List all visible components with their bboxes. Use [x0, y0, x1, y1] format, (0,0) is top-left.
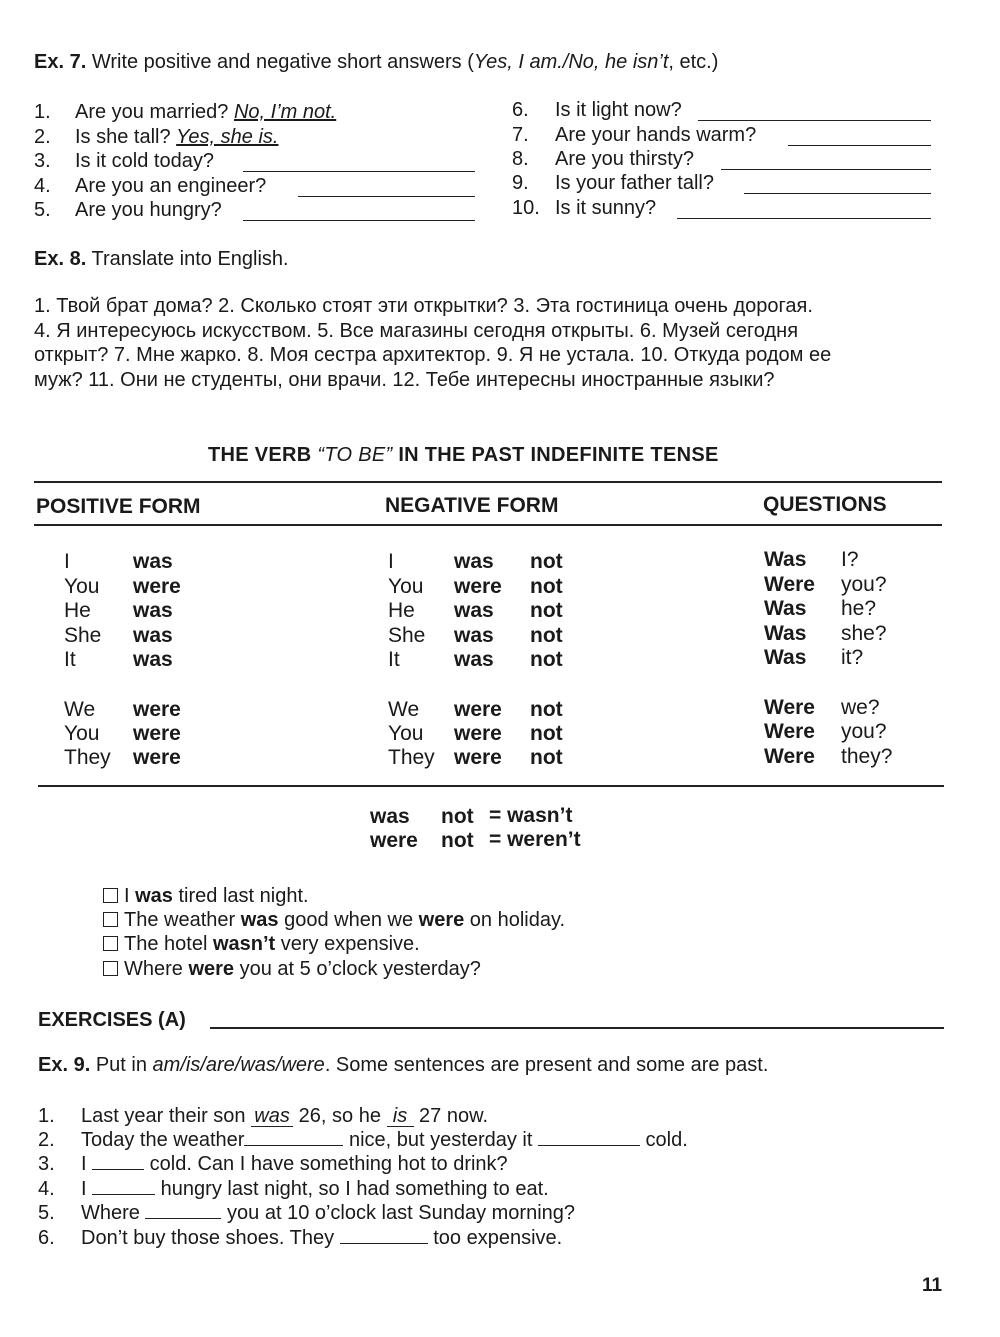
example-verb: were	[188, 958, 235, 980]
item-number: 2.	[38, 1129, 55, 1151]
negative-verb: was	[454, 599, 494, 622]
item-number: 1.	[38, 1105, 55, 1127]
ex9-item-2	[38, 1129, 688, 1152]
contraction-result: = wasn’t	[489, 804, 573, 827]
negative-verb: was	[454, 550, 494, 573]
item-question: Is your father tall?	[555, 172, 714, 194]
question-pronoun: they?	[841, 745, 893, 768]
positive-verb: were	[133, 575, 181, 598]
positive-pronoun: You	[64, 722, 100, 745]
ex9-item-4	[38, 1178, 549, 1201]
item-text: Last year their son	[81, 1105, 252, 1127]
checkbox-icon	[103, 912, 118, 927]
grammar-title	[208, 444, 719, 467]
answer-blank[interactable]	[145, 1218, 221, 1219]
item-number: 5.	[38, 1202, 55, 1224]
contraction-was: was	[370, 805, 410, 828]
example-text: you at 5 o’clock yesterday?	[234, 958, 481, 980]
filled-answer[interactable]: is	[387, 1106, 414, 1127]
example-text: I	[124, 885, 136, 907]
question-pronoun: she?	[841, 622, 887, 645]
negative-verb: were	[454, 722, 502, 745]
item-text: cold. Can I have something hot to drink?	[144, 1153, 508, 1175]
item-number: 7.	[512, 124, 529, 146]
ex9-heading	[38, 1054, 768, 1077]
item-text: Don’t buy those shoes. They	[81, 1227, 340, 1249]
ex7-instruction-italic: Yes, I am./No, he isn’t	[473, 51, 669, 73]
filled-answer[interactable]: was	[251, 1106, 293, 1127]
ex9-item-1	[38, 1105, 488, 1128]
item-question: Is it cold today?	[75, 150, 214, 172]
question-verb: Were	[764, 745, 815, 768]
item-text: 26, so he	[293, 1105, 387, 1127]
negative-not: not	[530, 599, 563, 622]
table-bottom-rule	[38, 785, 944, 787]
question-pronoun: you?	[841, 720, 887, 743]
checkbox-icon	[103, 888, 118, 903]
negative-not: not	[530, 698, 563, 721]
negative-not: not	[530, 575, 563, 598]
ex9-item-5	[38, 1202, 575, 1225]
negative-verb: were	[454, 746, 502, 769]
negative-pronoun: It	[388, 648, 400, 671]
item-number: 1.	[34, 101, 51, 123]
answer-blank[interactable]	[92, 1169, 144, 1170]
ex8-instruction: Translate into English.	[91, 248, 289, 270]
answer-blank[interactable]	[677, 200, 931, 219]
item-number: 3.	[34, 150, 51, 172]
checkbox-icon	[103, 961, 118, 976]
question-pronoun: he?	[841, 597, 877, 620]
answer-blank[interactable]	[244, 1145, 343, 1146]
ex9-instruction-pre: Put in	[95, 1054, 153, 1076]
ex7-label: Ex. 7.	[34, 51, 87, 73]
item-text: you at 10 o’clock last Sunday morning?	[221, 1202, 576, 1224]
answer-blank[interactable]	[744, 175, 931, 194]
answer-blank[interactable]	[788, 127, 931, 146]
item-question: Is it sunny?	[555, 197, 657, 219]
ex7-heading	[34, 51, 718, 74]
item-answer: No, I’m not.	[233, 101, 337, 123]
answer-blank[interactable]	[698, 102, 931, 121]
question-pronoun: we?	[841, 696, 880, 719]
item-text: too expensive.	[427, 1227, 563, 1249]
item-question: Are you thirsty?	[555, 148, 694, 170]
example-text: good when we	[278, 909, 419, 931]
negative-not: not	[530, 746, 563, 769]
item-number: 10.	[512, 197, 540, 219]
item-text: hungry last night, so I had something to eat.	[155, 1178, 549, 1200]
question-verb: Was	[764, 548, 807, 571]
negative-not: not	[530, 624, 563, 647]
item-number: 6.	[512, 99, 529, 121]
ex8-line-3: открыт? 7. Мне жарко. 8. Моя сестра архитектор. 9. Я не устала. 10. Откуда родом ее	[34, 344, 832, 366]
item-number: 8.	[512, 148, 529, 170]
question-verb: Were	[764, 720, 815, 743]
ex8-heading	[34, 248, 289, 271]
item-number: 5.	[34, 199, 51, 221]
negative-pronoun: I	[388, 550, 394, 573]
question-pronoun: it?	[841, 646, 864, 669]
item-number: 6.	[38, 1227, 55, 1249]
positive-verb: were	[133, 698, 181, 721]
example-verb: were	[418, 909, 465, 931]
ex9-item-6	[38, 1227, 562, 1250]
positive-pronoun: It	[64, 648, 76, 671]
example-text: The hotel	[124, 933, 213, 955]
question-verb: Were	[764, 573, 815, 596]
item-answer: Yes, she is.	[176, 126, 279, 148]
example-text: Where	[124, 958, 189, 980]
checkbox-icon	[103, 936, 118, 951]
item-text: I	[81, 1178, 93, 1200]
ex8-line-1: 1. Твой брат дома? 2. Сколько стоят эти открытки? 3. Эта гостиница очень дорогая.	[34, 295, 813, 317]
answer-blank[interactable]	[340, 1243, 428, 1244]
exercises-a-heading: EXERCISES (A)	[38, 1009, 186, 1031]
item-question: Are you married?	[75, 101, 229, 123]
question-verb: Was	[764, 597, 807, 620]
positive-pronoun: You	[64, 575, 100, 598]
answer-blank[interactable]	[298, 178, 475, 197]
contraction-result: = weren’t	[489, 828, 581, 851]
positive-verb: was	[133, 550, 173, 573]
negative-not: not	[530, 550, 563, 573]
positive-pronoun: We	[64, 698, 96, 721]
grammar-title-post: IN THE PAST INDEFINITE TENSE	[398, 444, 719, 466]
item-number: 2.	[34, 126, 51, 148]
contraction-not: not	[441, 829, 474, 852]
item-question: Are your hands warm?	[555, 124, 757, 146]
item-text: cold.	[639, 1129, 688, 1151]
answer-blank[interactable]	[92, 1194, 155, 1195]
negative-pronoun: You	[388, 722, 424, 745]
ex9-item-3	[38, 1153, 508, 1176]
grammar-title-pre: THE VERB	[208, 444, 312, 466]
positive-verb: was	[133, 599, 173, 622]
negative-pronoun: He	[388, 599, 415, 622]
ex8-label: Ex. 8.	[34, 248, 87, 270]
example-verb: was	[240, 909, 279, 931]
negative-not: not	[530, 722, 563, 745]
negative-verb: was	[454, 648, 494, 671]
item-question: Is it light now?	[555, 99, 682, 121]
negative-verb: were	[454, 575, 502, 598]
header-questions: QUESTIONS	[763, 493, 887, 516]
negative-verb: was	[454, 624, 494, 647]
negative-verb: were	[454, 698, 502, 721]
contraction-not: not	[441, 805, 474, 828]
answer-blank[interactable]	[243, 153, 475, 172]
ex8-line-2: 4. Я интересуюсь искусством. 5. Все магазины сегодня открыты. 6. Музей сегодня	[34, 320, 799, 342]
item-number: 4.	[38, 1178, 55, 1200]
grammar-title-italic: “TO BE”	[317, 444, 393, 466]
ex7-instruction-post: , etc.)	[668, 51, 719, 73]
header-positive: POSITIVE FORM	[36, 495, 201, 518]
negative-not: not	[530, 648, 563, 671]
example-sentence	[103, 958, 481, 981]
item-question: Are you hungry?	[75, 199, 222, 221]
positive-verb: was	[133, 648, 173, 671]
positive-pronoun: I	[64, 550, 70, 573]
answer-blank[interactable]	[243, 202, 475, 221]
negative-pronoun: She	[388, 624, 426, 647]
positive-pronoun: She	[64, 624, 102, 647]
item-text: I	[81, 1153, 93, 1175]
item-text: Where	[81, 1202, 146, 1224]
item-number: 4.	[34, 175, 51, 197]
negative-pronoun: They	[388, 746, 435, 769]
example-verb: was	[135, 885, 173, 907]
exercises-a-rule	[210, 1027, 944, 1029]
ex9-label: Ex. 9.	[38, 1054, 91, 1076]
item-question: Are you an engineer?	[75, 175, 267, 197]
item-text: Today the weather	[81, 1129, 245, 1151]
example-sentence	[103, 909, 565, 932]
example-text: on holiday.	[464, 909, 566, 931]
positive-verb: were	[133, 722, 181, 745]
positive-pronoun: He	[64, 599, 91, 622]
item-number: 9.	[512, 172, 529, 194]
table-top-rule	[34, 481, 942, 483]
negative-pronoun: We	[388, 698, 420, 721]
positive-verb: were	[133, 746, 181, 769]
item-text: 27 now.	[413, 1105, 489, 1127]
example-verb: wasn’t	[212, 933, 276, 955]
positive-verb: was	[133, 624, 173, 647]
table-header-rule	[34, 524, 942, 526]
example-text: very expensive.	[275, 933, 420, 955]
question-verb: Were	[764, 696, 815, 719]
item-question: Is she tall?	[75, 126, 171, 148]
answer-blank[interactable]	[721, 151, 931, 170]
example-text: tired last night.	[172, 885, 309, 907]
answer-blank[interactable]	[538, 1145, 640, 1146]
question-pronoun: I?	[841, 548, 859, 571]
ex8-line-4: муж? 11. Они не студенты, они врачи. 12. Тебе интересны иностранные языки?	[34, 369, 775, 391]
negative-pronoun: You	[388, 575, 424, 598]
example-sentence	[103, 933, 420, 956]
question-verb: Was	[764, 646, 807, 669]
question-verb: Was	[764, 622, 807, 645]
item-text: nice, but yesterday it	[343, 1129, 538, 1151]
contraction-were: were	[370, 829, 418, 852]
ex9-instruction-italic: am/is/are/was/were	[152, 1054, 325, 1076]
positive-pronoun: They	[64, 746, 111, 769]
example-sentence	[103, 885, 309, 908]
example-text: The weather	[124, 909, 241, 931]
header-negative: NEGATIVE FORM	[385, 494, 559, 517]
ex7-instruction-pre: Write positive and negative short answers (	[91, 51, 474, 73]
page-number: 11	[922, 1275, 943, 1296]
ex9-instruction-post: . Some sentences are present and some are past.	[324, 1054, 769, 1076]
question-pronoun: you?	[841, 573, 887, 596]
item-number: 3.	[38, 1153, 55, 1175]
